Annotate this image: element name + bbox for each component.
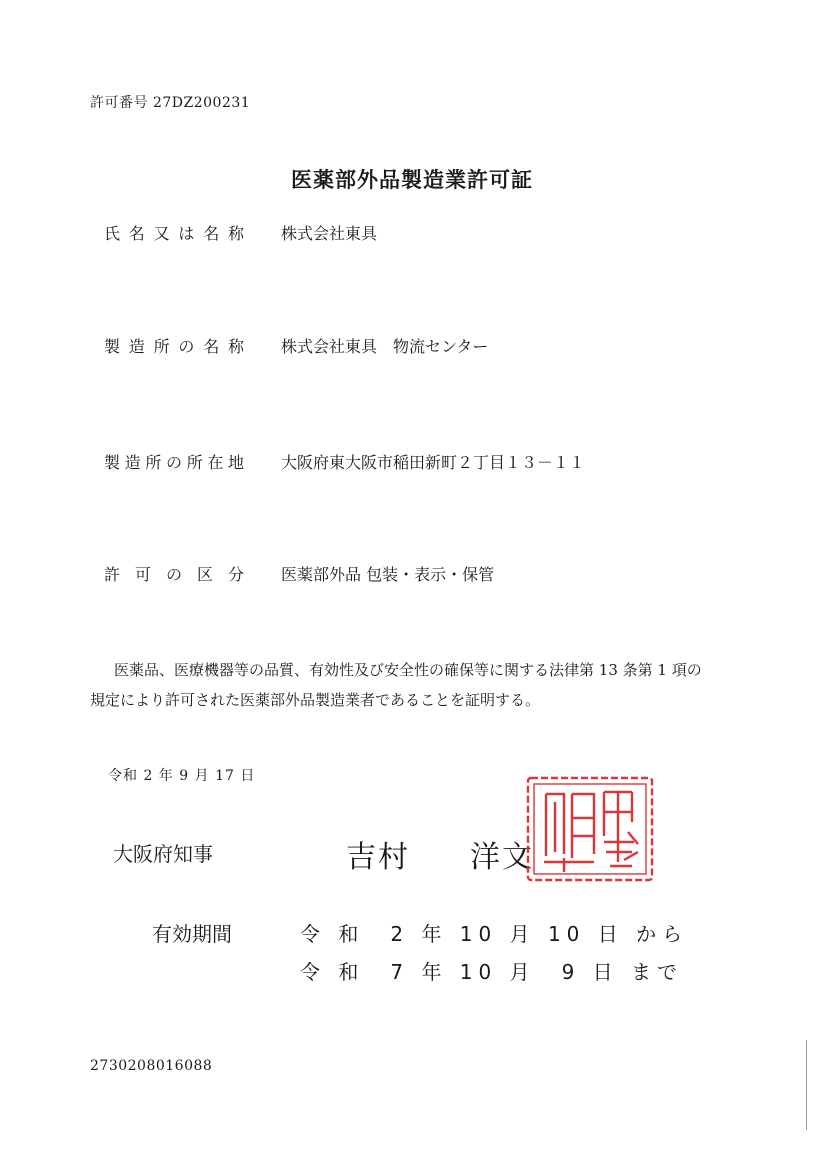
- validity-to: 令 和 7 年 10 月 9 日 まで: [300, 960, 684, 984]
- field-label-permit-category: 許可の区分: [104, 565, 244, 584]
- certification-line-2: 規定により許可された医薬部外品製造業者であることを証明する。: [90, 691, 541, 709]
- official-seal-icon: [524, 772, 656, 884]
- field-value-facility-name: 株式会社東具 物流センター: [281, 337, 489, 356]
- document-number: 2730208016088: [90, 1058, 213, 1074]
- field-label-facility-name: 製造所の名称: [104, 337, 244, 356]
- issuer-name: [346, 832, 534, 876]
- issuer-surname: 吉村: [346, 840, 410, 875]
- issuer-given-name: 洋文: [470, 840, 534, 875]
- validity-from: 令 和 2 年 10 月 10 日 から: [300, 922, 689, 946]
- field-label-name: 氏名又は名称: [104, 224, 244, 243]
- certification-text: [90, 655, 750, 715]
- certification-line-1: 医薬品、医療機器等の品質、有効性及び安全性の確保等に関する法律第 13 条第 1 項の: [114, 661, 702, 679]
- field-value-name: 株式会社東具: [281, 224, 378, 243]
- issuer-title: 大阪府知事: [113, 842, 213, 866]
- permit-number: 許可番号 27DZ200231: [90, 95, 251, 111]
- issue-date: 令和 2 年 9 月 17 日: [108, 768, 256, 784]
- scan-edge-line: [806, 1040, 807, 1130]
- field-label-facility-address: 製造所の所在地: [104, 453, 244, 472]
- document-title: 医薬部外品製造業許可証: [291, 167, 533, 192]
- field-value-permit-category: 医薬部外品 包装・表示・保管: [281, 565, 495, 584]
- field-value-facility-address: 大阪府東大阪市稲田新町２丁目１３－１１: [281, 453, 586, 472]
- validity-label: 有効期間: [152, 922, 232, 946]
